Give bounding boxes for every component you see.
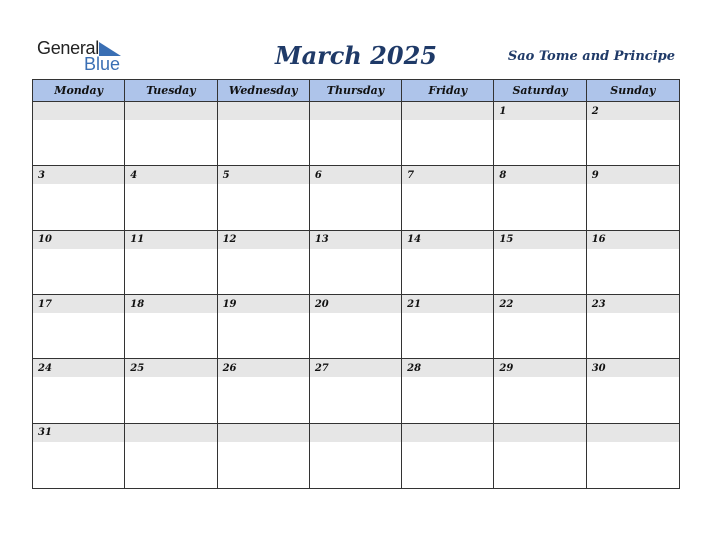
day-number-band [125, 359, 216, 377]
day-number-band [33, 424, 124, 442]
day-number: 22 [499, 298, 514, 310]
day-number-band [310, 166, 401, 184]
calendar-day-cell[interactable] [402, 231, 494, 295]
calendar-day-cell[interactable] [125, 295, 217, 359]
day-number-band [402, 359, 493, 377]
calendar-day-cell[interactable] [33, 102, 125, 166]
calendar-day-cell[interactable] [218, 166, 310, 230]
calendar-day-cell[interactable] [310, 359, 402, 423]
page-title: March 2025 [275, 41, 437, 70]
day-number: 30 [591, 362, 606, 374]
day-number: 17 [38, 298, 52, 310]
day-number: 18 [130, 298, 145, 310]
day-number: 28 [407, 362, 422, 374]
day-number-band [402, 166, 493, 184]
weekday-header-tuesday: Tuesday [125, 80, 217, 102]
calendar-day-cell[interactable] [125, 231, 217, 295]
day-number: 15 [499, 234, 514, 246]
day-number-band [33, 166, 124, 184]
calendar-day-cell[interactable] [402, 295, 494, 359]
day-number-band [125, 231, 216, 249]
brand-logo-word-general: General [37, 38, 99, 58]
day-number-band [402, 231, 493, 249]
calendar-day-cell[interactable] [33, 166, 125, 230]
day-number-band [310, 295, 401, 313]
day-number: 3 [38, 169, 45, 181]
day-number: 20 [314, 298, 329, 310]
day-number-band [587, 102, 679, 120]
day-number: 11 [130, 234, 145, 246]
day-number-band [33, 102, 124, 120]
day-number-band [587, 424, 679, 442]
day-number-band [218, 424, 309, 442]
day-number-band [494, 102, 585, 120]
day-number: 5 [222, 169, 230, 181]
day-number-band [125, 166, 216, 184]
weekday-header-friday: Friday [402, 80, 494, 102]
day-number: 23 [591, 298, 606, 310]
calendar-day-cell[interactable] [494, 102, 586, 166]
day-number-band [218, 231, 309, 249]
day-number: 26 [222, 362, 237, 374]
day-number-band [587, 231, 679, 249]
calendar-day-cell[interactable] [587, 166, 679, 230]
day-number-band [33, 359, 124, 377]
day-number: 9 [591, 169, 599, 181]
day-number-band [33, 295, 124, 313]
day-number-band [587, 295, 679, 313]
calendar-day-cell[interactable] [218, 231, 310, 295]
day-number-band [402, 295, 493, 313]
region-label: Sao Tome and Principe [507, 49, 675, 64]
calendar-day-cell[interactable] [125, 166, 217, 230]
brand-logo-word-blue: Blue [84, 54, 121, 74]
calendar-day-cell[interactable] [402, 424, 494, 488]
calendar-day-cell[interactable] [402, 359, 494, 423]
weekday-header-monday: Monday [33, 80, 125, 102]
day-number: 7 [407, 169, 415, 181]
day-number-band [494, 359, 585, 377]
day-number-band [494, 166, 585, 184]
day-number-band [218, 102, 309, 120]
calendar-day-cell[interactable] [587, 102, 679, 166]
calendar-day-cell[interactable] [494, 359, 586, 423]
calendar-day-cell[interactable] [33, 359, 125, 423]
calendar-day-cell[interactable] [587, 424, 679, 488]
day-number-band [494, 231, 585, 249]
day-number-band [310, 424, 401, 442]
calendar-day-cell[interactable] [125, 102, 217, 166]
weekday-header-wednesday: Wednesday [218, 80, 310, 102]
calendar-day-cell[interactable] [494, 166, 586, 230]
calendar-day-cell[interactable] [33, 295, 125, 359]
calendar-day-cell[interactable] [33, 424, 125, 488]
day-number: 8 [499, 169, 507, 181]
calendar-day-cell[interactable] [310, 231, 402, 295]
day-number: 6 [314, 169, 322, 181]
calendar-day-cell[interactable] [402, 166, 494, 230]
day-number-band [33, 231, 124, 249]
calendar-day-cell[interactable] [494, 295, 586, 359]
day-number-band [218, 359, 309, 377]
calendar-day-cell[interactable] [587, 359, 679, 423]
day-number: 29 [499, 362, 514, 374]
day-number: 10 [38, 234, 52, 246]
calendar-day-cell[interactable] [310, 166, 402, 230]
day-number-band [310, 102, 401, 120]
day-number-band [125, 424, 216, 442]
weekday-header-saturday: Saturday [494, 80, 586, 102]
day-number-band [402, 424, 493, 442]
day-number-band [402, 102, 493, 120]
calendar-day-cell[interactable] [310, 295, 402, 359]
day-number-band [494, 295, 585, 313]
weekday-header-thursday: Thursday [310, 80, 402, 102]
calendar-day-cell[interactable] [218, 102, 310, 166]
day-number: 16 [591, 234, 606, 246]
day-number: 21 [407, 298, 422, 310]
day-number-band [587, 166, 679, 184]
day-number-band [125, 102, 216, 120]
calendar-day-cell[interactable] [218, 295, 310, 359]
day-number: 31 [38, 427, 52, 439]
day-number-band [310, 359, 401, 377]
day-number-band [218, 295, 309, 313]
day-number: 2 [591, 105, 599, 117]
day-number-band [587, 359, 679, 377]
calendar-day-cell[interactable] [125, 424, 217, 488]
day-number: 14 [407, 234, 422, 246]
calendar-day-cell[interactable] [218, 359, 310, 423]
day-number: 27 [314, 362, 329, 374]
weekday-header-sunday: Sunday [587, 80, 679, 102]
day-number-band [310, 231, 401, 249]
day-number: 4 [130, 169, 138, 181]
calendar-day-cell[interactable] [402, 102, 494, 166]
calendar-day-cell[interactable] [494, 231, 586, 295]
calendar-day-cell[interactable] [33, 231, 125, 295]
calendar-grid [32, 79, 680, 489]
day-number: 25 [130, 362, 145, 374]
day-number: 12 [222, 234, 237, 246]
day-number-band [218, 166, 309, 184]
day-number-band [494, 424, 585, 442]
calendar-day-cell[interactable] [125, 359, 217, 423]
day-number-band [125, 295, 216, 313]
day-number: 19 [222, 298, 237, 310]
calendar-day-cell[interactable] [218, 424, 310, 488]
calendar-day-cell[interactable] [310, 102, 402, 166]
calendar-day-cell[interactable] [494, 424, 586, 488]
calendar-day-cell[interactable] [587, 231, 679, 295]
day-number: 1 [499, 105, 507, 117]
calendar-day-cell[interactable] [587, 295, 679, 359]
day-number: 24 [38, 362, 52, 374]
calendar-day-cell[interactable] [310, 424, 402, 488]
day-number: 13 [314, 234, 329, 246]
